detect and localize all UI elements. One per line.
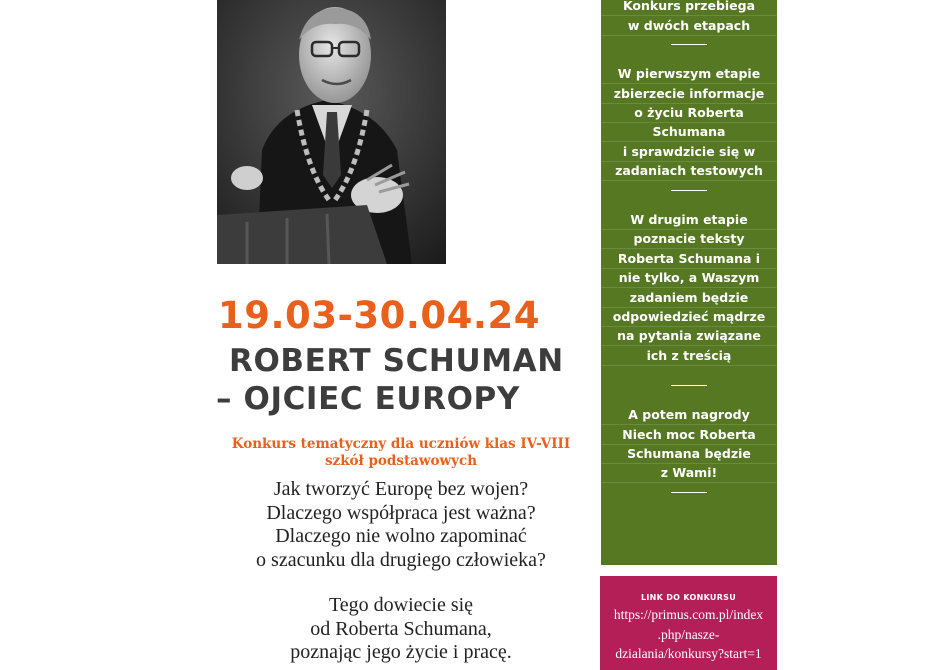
sidebar-line: Schumana xyxy=(601,122,777,142)
sidebar-line: odpowiedzieć mądrze xyxy=(601,307,777,327)
sidebar-line: A potem nagrody xyxy=(601,405,777,425)
question-line: Dlaczego nie wolno zapominać xyxy=(275,525,527,547)
question-line: o szacunku dla drugiego człowieka? xyxy=(256,548,546,571)
sidebar-line: na pytania związane xyxy=(601,326,777,346)
info-sidebar xyxy=(601,0,777,565)
contest-link-box[interactable] xyxy=(600,576,777,670)
url-line[interactable]: .php/nasze- xyxy=(657,626,720,642)
sidebar-line: ich z treścią xyxy=(601,346,777,366)
sidebar-line: W drugim etapie xyxy=(601,210,777,230)
sidebar-line: zadaniem będzie xyxy=(601,288,777,308)
url-line[interactable]: https://primus.com.pl/index xyxy=(613,607,764,622)
contest-link[interactable] xyxy=(600,605,777,664)
closing-line: od Roberta Schumana, xyxy=(310,617,492,640)
questions-block xyxy=(218,478,584,572)
sidebar-line: Schumana będzie xyxy=(601,444,777,464)
question-line: Jak tworzyć Europę bez wojen? xyxy=(273,478,529,500)
sidebar-line: zadaniach testowych xyxy=(601,161,777,181)
separator xyxy=(671,385,707,386)
title-line-1: ROBERT SCHUMAN xyxy=(229,343,564,379)
question-line: Dlaczego współpraca jest ważna? xyxy=(266,501,536,524)
closing-line: poznając jego życie i pracę. xyxy=(290,641,512,663)
contest-dates: 19.03-30.04.24 xyxy=(218,294,540,337)
subtitle-line: Konkurs tematyczny dla uczniów klas IV-VIII xyxy=(231,436,571,452)
sidebar-line: Roberta Schumana i xyxy=(601,249,777,269)
sidebar-line: W pierwszym etapie xyxy=(601,64,777,84)
subtitle-line: szkół podstawowych xyxy=(324,453,478,469)
closing-line: Tego dowiecie się xyxy=(328,594,474,616)
link-label: LINK DO KONKURSU xyxy=(640,593,737,602)
sidebar-line: nie tylko, a Waszym xyxy=(601,268,777,288)
sidebar-line: Konkurs przebiega xyxy=(601,0,777,16)
sidebar-line: w dwóch etapach xyxy=(601,16,777,36)
contest-subtitle xyxy=(218,436,584,470)
sidebar-line: zbierzecie informacje xyxy=(601,84,777,104)
sidebar-line: Niech moc Roberta xyxy=(601,425,777,445)
separator xyxy=(671,44,707,45)
title-line-2: – OJCIEC EUROPY xyxy=(216,381,520,417)
sidebar-line: z Wami! xyxy=(601,463,777,483)
closing-block xyxy=(218,594,584,665)
separator xyxy=(671,492,707,493)
url-line[interactable]: dzialania/konkursy?start=1 xyxy=(615,646,762,661)
portrait-photo xyxy=(217,0,446,264)
separator xyxy=(671,190,707,191)
sidebar-line: i sprawdzicie się w xyxy=(601,142,777,162)
sidebar-line: o życiu Roberta xyxy=(601,103,777,123)
sidebar-line: poznacie teksty xyxy=(601,229,777,249)
